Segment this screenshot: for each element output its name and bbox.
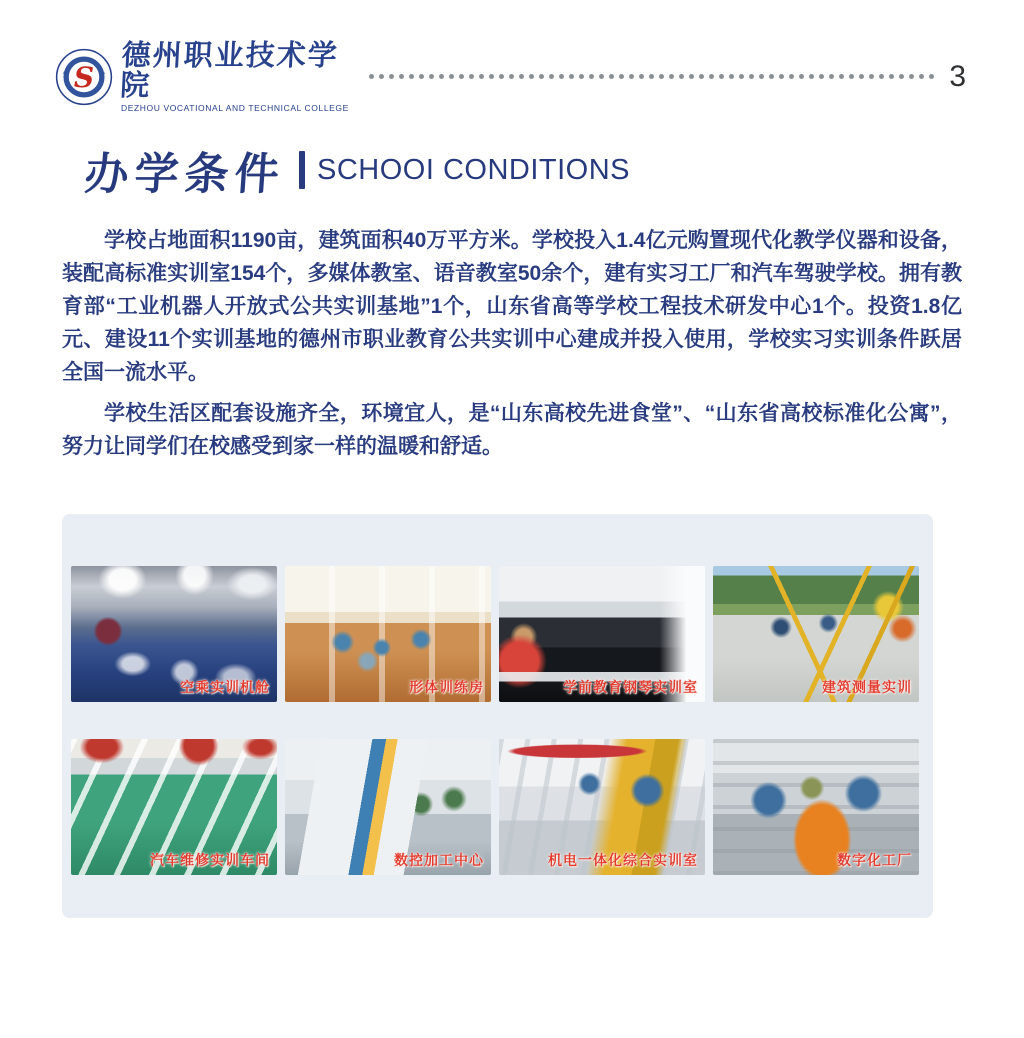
separator-dot: [829, 74, 834, 79]
college-logo-text: [121, 40, 355, 113]
separator-dot: [609, 74, 614, 79]
separator-dot: [539, 74, 544, 79]
separator-dot: [429, 74, 434, 79]
separator-dot: [549, 74, 554, 79]
separator-dot: [409, 74, 414, 79]
separator-dot: [479, 74, 484, 79]
photo-caption: 形体训练房: [409, 679, 484, 695]
separator-dot: [849, 74, 854, 79]
separator-dot: [569, 74, 574, 79]
separator-dot: [379, 74, 384, 79]
section-title-en: SCHOOI CONDITIONS: [317, 153, 631, 186]
separator-dot: [389, 74, 394, 79]
college-name-en: DEZHOU VOCATIONAL AND TECHNICAL COLLEGE: [121, 103, 349, 113]
photo-mechatronics-lab: [499, 739, 705, 875]
page-header: [55, 40, 966, 113]
separator-dot: [739, 74, 744, 79]
separator-dot: [909, 74, 914, 79]
photo-cnc-machining-center: [285, 739, 491, 875]
photo-digital-factory: [713, 739, 919, 875]
separator-dot: [579, 74, 584, 79]
photo-caption: 机电一体化综合实训室: [548, 852, 698, 868]
separator-dot: [399, 74, 404, 79]
paragraph-facilities: 学校占地面积1190亩，建筑面积40万平方米。学校投入1.4亿元购置现代化教学仪器和设备，装配高标准实训室154个，多媒体教室、语音教室50余个，建有实习工厂和汽车驾驶学校。拥有教育部“工业机器人开放式公共实训基地”1个，山东省高等学校工程技术研发中心1个。投资1.8亿元、建设11个实训基地的德州市职业教育公共实训中心建成并投入使用，学校实习实训条件跃居全国一流水平。: [62, 229, 962, 384]
separator-dot: [899, 74, 904, 79]
separator-dot: [419, 74, 424, 79]
separator-dot: [459, 74, 464, 79]
separator-dot: [489, 74, 494, 79]
separator-dot: [769, 74, 774, 79]
separator-dot: [659, 74, 664, 79]
separator-dot: [639, 74, 644, 79]
photo-auto-repair-workshop: [71, 739, 277, 875]
separator-dot: [719, 74, 724, 79]
separator-dot: [449, 74, 454, 79]
body-text: [62, 224, 962, 463]
title-divider: [299, 151, 305, 189]
separator-dot: [629, 74, 634, 79]
separator-dot: [789, 74, 794, 79]
separator-dot: [919, 74, 924, 79]
separator-dot: [809, 74, 814, 79]
separator-dot: [619, 74, 624, 79]
separator-dot: [519, 74, 524, 79]
separator-dot: [689, 74, 694, 79]
separator-dot: [869, 74, 874, 79]
college-name-cn: 德州职业技术学院: [119, 38, 340, 102]
photo-caption: 建筑测量实训: [822, 679, 912, 695]
separator-dot: [669, 74, 674, 79]
photo-caption: 空乘实训机舱: [180, 679, 270, 695]
section-title: [82, 138, 631, 202]
section-title-cn: 办学条件: [82, 149, 287, 200]
separator-dot: [699, 74, 704, 79]
separator-dot: [839, 74, 844, 79]
page-number: 3: [949, 59, 966, 93]
separator-dot: [729, 74, 734, 79]
separator-dot: [499, 74, 504, 79]
separator-dot: [759, 74, 764, 79]
separator-dot: [929, 74, 934, 79]
photo-caption: 数控加工中心: [394, 852, 484, 868]
separator-dot: [369, 74, 374, 79]
separator-dot: [559, 74, 564, 79]
paragraph-campus-life: 学校生活区配套设施齐全，环境宜人，是“山东高校先进食堂”、“山东省高校标准化公寓”，努力让同学们在校感受到家一样的温暖和舒适。: [62, 402, 962, 458]
photo-caption: 学前教育钢琴实训室: [563, 679, 698, 695]
separator-dot: [649, 74, 654, 79]
separator-dot: [589, 74, 594, 79]
separator-dot: [819, 74, 824, 79]
college-logo: [55, 40, 355, 113]
photo-caption: 汽车维修实训车间: [150, 852, 270, 868]
college-emblem-icon: [55, 48, 113, 106]
separator-dot: [749, 74, 754, 79]
separator-dot: [889, 74, 894, 79]
photo-piano-room: [499, 566, 705, 702]
photo-cabin-crew-training: [71, 566, 277, 702]
separator-dot: [879, 74, 884, 79]
photo-caption: 数字化工厂: [837, 852, 912, 868]
photo-gallery-panel: [62, 514, 933, 918]
photo-dance-studio: [285, 566, 491, 702]
photo-surveying-training: [713, 566, 919, 702]
separator-dot: [439, 74, 444, 79]
separator-dot: [469, 74, 474, 79]
separator-dot: [859, 74, 864, 79]
separator-dot: [799, 74, 804, 79]
separator-dot: [529, 74, 534, 79]
dotted-separator: [369, 72, 937, 82]
separator-dot: [709, 74, 714, 79]
separator-dot: [509, 74, 514, 79]
svg-text:S: S: [73, 60, 95, 94]
separator-dot: [779, 74, 784, 79]
separator-dot: [679, 74, 684, 79]
separator-dot: [599, 74, 604, 79]
